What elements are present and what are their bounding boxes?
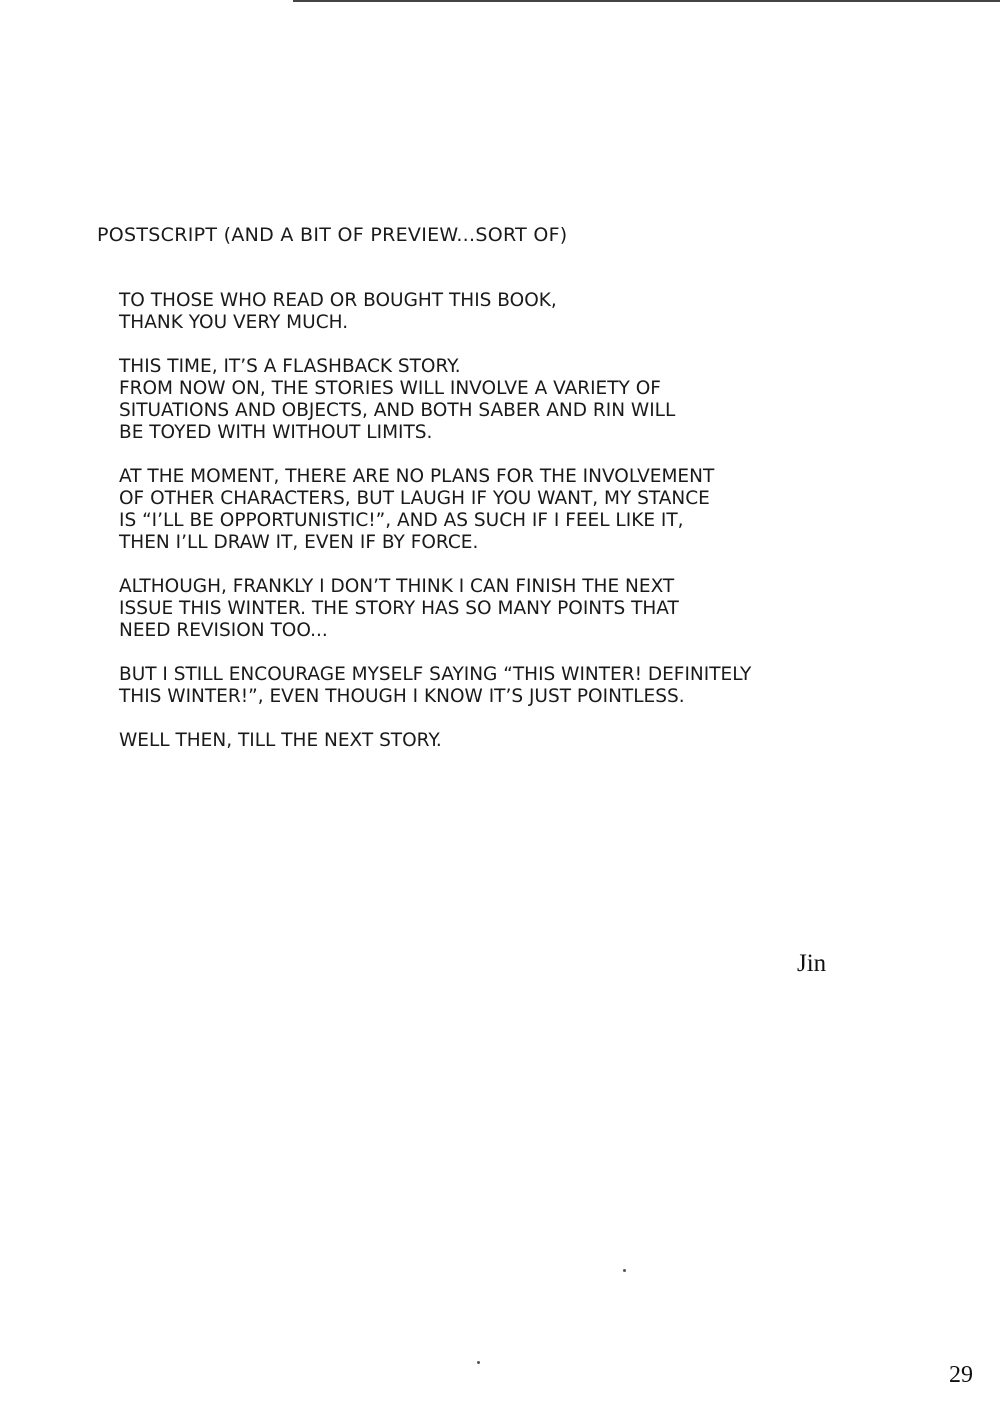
text-line: THEN I’LL DRAW IT, EVEN IF BY FORCE. xyxy=(119,532,479,553)
author-signature: Jin xyxy=(797,950,827,977)
text-line: TO THOSE WHO READ OR BOUGHT THIS BOOK, xyxy=(119,290,557,311)
top-rule xyxy=(293,0,1000,2)
text-line: BE TOYED WITH WITHOUT LIMITS. xyxy=(119,422,433,443)
paragraph-farewell xyxy=(119,730,859,752)
text-line: ISSUE THIS WINTER. THE STORY HAS SO MANY POINTS THAT xyxy=(119,598,679,619)
text-line: FROM NOW ON, THE STORIES WILL INVOLVE A VARIETY OF xyxy=(119,378,661,399)
text-line: ALTHOUGH, FRANKLY I DON’T THINK I CAN FINISH THE NEXT xyxy=(119,576,675,597)
text-line: WELL THEN, TILL THE NEXT STORY. xyxy=(119,730,442,751)
paragraph-thanks xyxy=(119,290,859,334)
paragraph-flashback xyxy=(119,356,859,444)
page-number: 29 xyxy=(949,1362,973,1388)
scan-speck xyxy=(477,1361,480,1364)
text-line: IS “I’LL BE OPPORTUNISTIC!”, AND AS SUCH IF I FEEL LIKE IT, xyxy=(119,510,684,531)
postscript-body xyxy=(119,290,859,774)
paragraph-characters xyxy=(119,466,859,554)
text-line: AT THE MOMENT, THERE ARE NO PLANS FOR THE INVOLVEMENT xyxy=(119,466,715,487)
scan-speck xyxy=(623,1269,626,1272)
text-line: THIS TIME, IT’S A FLASHBACK STORY. xyxy=(119,356,461,377)
text-line: BUT I STILL ENCOURAGE MYSELF SAYING “THIS WINTER! DEFINITELY xyxy=(119,664,752,685)
postscript-heading: POSTSCRIPT (AND A BIT OF PREVIEW...SORT OF) xyxy=(97,224,568,246)
text-line: THIS WINTER!”, EVEN THOUGH I KNOW IT’S JUST POINTLESS. xyxy=(119,686,685,707)
text-line: SITUATIONS AND OBJECTS, AND BOTH SABER AND RIN WILL xyxy=(119,400,676,421)
text-line: OF OTHER CHARACTERS, BUT LAUGH IF YOU WANT, MY STANCE xyxy=(119,488,710,509)
paragraph-next-issue xyxy=(119,576,859,642)
text-line: NEED REVISION TOO... xyxy=(119,620,328,641)
text-line: THANK YOU VERY MUCH. xyxy=(119,312,349,333)
paragraph-encourage xyxy=(119,664,859,708)
